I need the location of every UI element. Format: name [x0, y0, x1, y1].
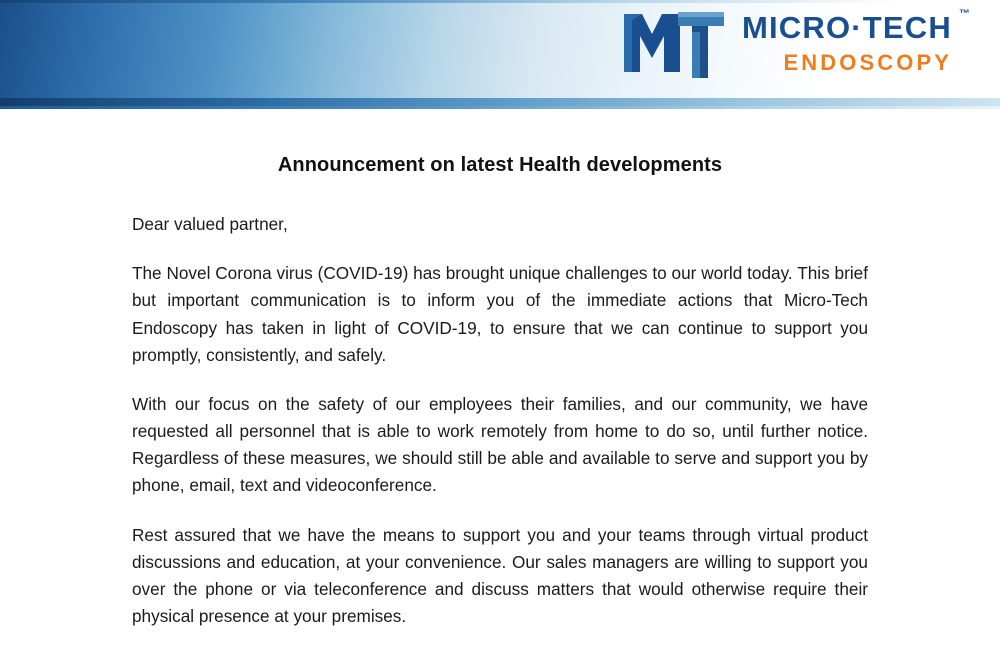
page-title: Announcement on latest Health developments [277, 154, 723, 176]
letter-paragraph-2: With our focus on the safety of our employees their families, and our community, we have requested all personnel that is able to work remotely from home to do so, until further notice. Regardless of these measures, we should still be able and available to serve and support you by phone, email, text and videoconference. [132, 393, 868, 496]
trademark-icon: ™ [959, 8, 970, 20]
header-divider-rule-secondary [0, 106, 1000, 109]
mt-monogram-icon [620, 6, 728, 80]
logo-wordmark [741, 6, 970, 75]
page-header-banner [0, 0, 1000, 98]
letter-paragraph-3: Rest assured that we have the means to support you and your teams through virtual product discussions and education, at your convenience. Our sales managers are willing to support you over the phone or via teleconference and discuss matters that would otherwise require their physical presence at your premises. [132, 524, 868, 627]
header-divider-rule [0, 98, 1000, 106]
company-logo [620, 6, 970, 80]
letter-salutation: Dear valued partner, [132, 214, 288, 234]
header-top-stripe [0, 0, 1000, 3]
letter-content [132, 177, 868, 630]
logo-company-name: MICRO·TECH [741, 10, 952, 45]
logo-division-name: ENDOSCOPY [783, 50, 952, 75]
document-body [0, 154, 1000, 630]
letter-paragraph-1: The Novel Corona virus (COVID-19) has brought unique challenges to our world today. This brief but important communication is to inform you of the immediate actions that Micro-Tech Endoscopy has taken in light of COVID-19, to ensure that we can continue to support you promptly, consistently, and safely. [132, 263, 868, 365]
